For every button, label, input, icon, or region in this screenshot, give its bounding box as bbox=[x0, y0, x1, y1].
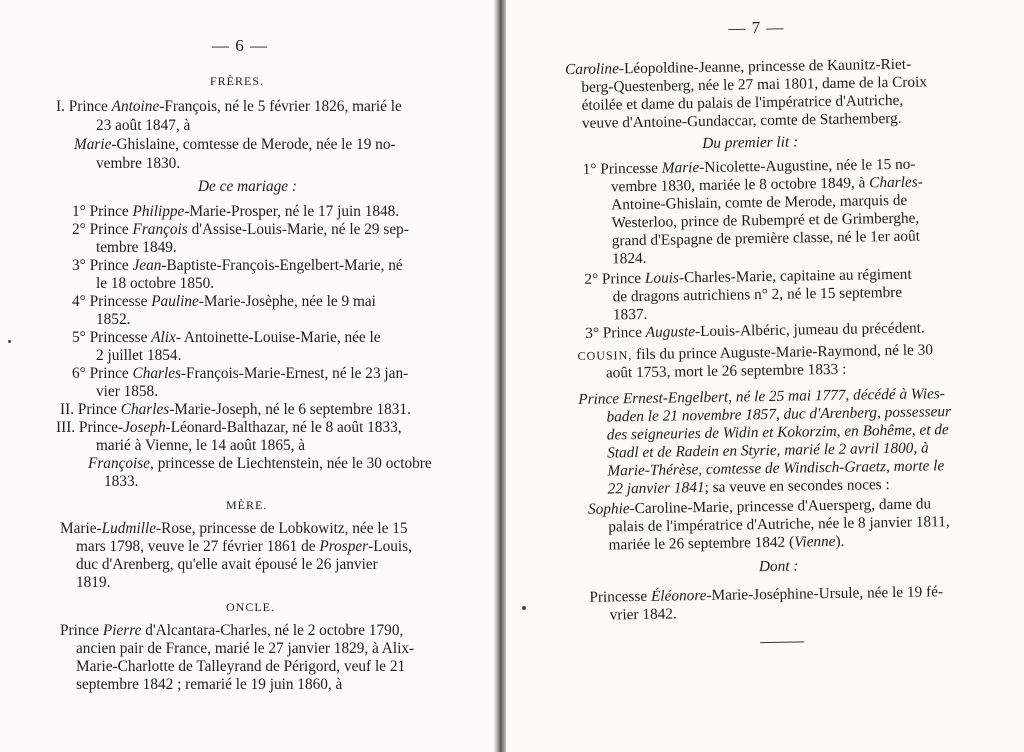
right-page-text bbox=[506, 0, 1024, 752]
child-5: 5° Princesse Alix- Antoinette-Louise-Marie, née le bbox=[72, 329, 381, 346]
child-line: vembre 1830, mariée le 8 octobre 1849, à Charles- bbox=[610, 173, 923, 196]
caroline-line: Caroline-Léopoldine-Jeanne, princesse de Kaunitz-Riet- bbox=[564, 55, 912, 79]
entry-line: 1833. bbox=[104, 473, 139, 490]
oncle-line: septembre 1842 ; remarié le 19 juin 1860, à bbox=[76, 676, 343, 693]
entry-line: vembre 1830. bbox=[96, 155, 181, 172]
premier-lit-heading: Du premier lit : bbox=[702, 133, 799, 152]
ernest-line: baden le 21 novembre 1857, duc d'Arenberg, possesseur bbox=[606, 403, 952, 426]
mere-line: mars 1798, veuve le 27 février 1861 de Prosper-Louis, bbox=[76, 538, 412, 555]
child-6: 6° Prince Charles-François-Marie-Ernest, né le 23 jan- bbox=[72, 365, 409, 382]
ernest-line: Prince Ernest-Engelbert, né le 25 mai 1777, décédé à Wies- bbox=[578, 385, 945, 408]
eleonore-line: vrier 1842. bbox=[609, 605, 677, 624]
child-4: 4° Princesse Pauline-Marie-Josèphe, née le 9 mai bbox=[72, 293, 376, 310]
child-line: Westerloo, prince de Rubempré et de Grimberghe, bbox=[611, 209, 920, 232]
page-number-6: — 6 — bbox=[212, 36, 268, 55]
cousin-line: COUSIN, fils du prince Auguste-Marie-Raymond, né le 30 bbox=[577, 341, 934, 364]
child-auguste: 3° Prince Auguste-Louis-Albéric, jumeau du précédent. bbox=[585, 319, 925, 342]
print-speck bbox=[8, 340, 11, 343]
ernest-line: Marie-Thérèse, comtesse de Windisch-Graetz, morte le bbox=[607, 457, 945, 480]
entry-line: tembre 1849. bbox=[96, 239, 177, 256]
entry-line: 1852. bbox=[96, 311, 131, 328]
child-marie: 1° Princesse Marie-Nicolette-Augustine, née le 15 no- bbox=[582, 155, 916, 178]
entry-antoine: I. Prince Antoine-François, né le 5 février 1826, marié le bbox=[56, 98, 402, 115]
oncle-line: Marie-Charlotte de Talleyrand de Périgord, veuf le 21 bbox=[76, 658, 406, 675]
de-ce-mariage-heading: De ce mariage : bbox=[198, 178, 297, 195]
ernest-line: 22 janvier 1841; sa veuve en secondes noces : bbox=[607, 476, 890, 498]
caroline-line: veuve d'Antoine-Gundaccar, comte de Starhemberg. bbox=[581, 109, 902, 132]
child-line: Antoine-Ghislain, comte de Merode, marquis de bbox=[611, 191, 908, 214]
left-page bbox=[0, 0, 500, 752]
page-number-7: — 7 — bbox=[728, 17, 785, 38]
oncle-heading: ONCLE. bbox=[226, 600, 275, 614]
entry-line: marié à Vienne, le 14 août 1865, à bbox=[96, 437, 306, 454]
oncle-line: ancien pair de France, marié le 27 janvier 1829, à Alix- bbox=[76, 640, 415, 657]
print-speck bbox=[522, 606, 526, 610]
entry-line: 2 juillet 1854. bbox=[96, 347, 182, 364]
mere-line: duc d'Arenberg, qu'elle avait épousé le 26 janvier bbox=[76, 556, 378, 573]
ernest-line: Stadl et de Radein en Styrie, marié le 2 avril 1800, à bbox=[606, 439, 929, 462]
mere-line: Marie-Ludmille-Rose, princesse de Lobkowitz, née le 15 bbox=[60, 520, 408, 537]
ernest-line: des seigneuries de Widin et Kokorzim, en Bohême, et de bbox=[606, 421, 949, 444]
eleonore-line: Princesse Éléonore-Marie-Joséphine-Ursule, née le 19 fé- bbox=[589, 583, 944, 606]
cousin-line: août 1753, mort le 26 septembre 1833 : bbox=[605, 360, 847, 382]
entry-charles: II. Prince Charles-Marie-Joseph, né le 6 septembre 1831. bbox=[60, 401, 411, 418]
freres-heading: FRÈRES. bbox=[210, 74, 265, 88]
child-louis: 2° Prince Louis-Charles-Marie, capitaine au régiment bbox=[584, 265, 912, 288]
oncle-line: Prince Pierre d'Alcantara-Charles, né le 2 octobre 1790, bbox=[60, 622, 404, 639]
child-line: de dragons autrichiens n° 2, né le 15 septembre bbox=[612, 283, 903, 306]
dont-heading: Dont : bbox=[758, 557, 799, 576]
child-line: 1824. bbox=[611, 249, 647, 268]
entry-line: 23 août 1847, à bbox=[96, 117, 191, 134]
mere-heading: MÈRE. bbox=[226, 498, 268, 512]
entry-line: Marie-Ghislaine, comtesse de Merode, née le 19 no- bbox=[74, 136, 396, 153]
child-3: 3° Prince Jean-Baptiste-François-Engelbert-Marie, né bbox=[72, 257, 403, 274]
sophie-line: Sophie-Caroline-Marie, princesse d'Auersperg, dame du bbox=[587, 495, 932, 518]
child-line: grand d'Espagne de première classe, né le 1er août bbox=[611, 227, 921, 250]
sophie-line: palais de l'impératrice d'Autriche, née le 8 janvier 1811, bbox=[608, 513, 950, 536]
mere-line: 1819. bbox=[76, 574, 111, 591]
child-1: 1° Prince Philippe-Marie-Prosper, né le 17 juin 1848. bbox=[72, 203, 400, 220]
sophie-line: mariée le 26 septembre 1842 (Vienne). bbox=[608, 532, 845, 554]
right-page bbox=[506, 0, 1024, 752]
child-2: 2° Prince François d'Assise-Louis-Marie, né le 29 sep- bbox=[72, 221, 409, 238]
caroline-line: berg-Questenberg, née le 27 mai 1801, dame de la Croix bbox=[581, 73, 928, 96]
caroline-line: étoilée et dame du palais de l'impératrice d'Autriche, bbox=[581, 91, 904, 114]
child-line: 1837. bbox=[612, 305, 648, 324]
entry-joseph: III. Prince-Joseph-Léonard-Balthazar, né le 8 août 1833, bbox=[56, 419, 402, 436]
entry-line: Françoise, princesse de Liechtenstein, née le 30 octobre bbox=[88, 455, 432, 472]
closing-rule bbox=[760, 641, 804, 643]
entry-line: vier 1858. bbox=[96, 383, 159, 400]
entry-line: le 18 octobre 1850. bbox=[96, 275, 215, 292]
